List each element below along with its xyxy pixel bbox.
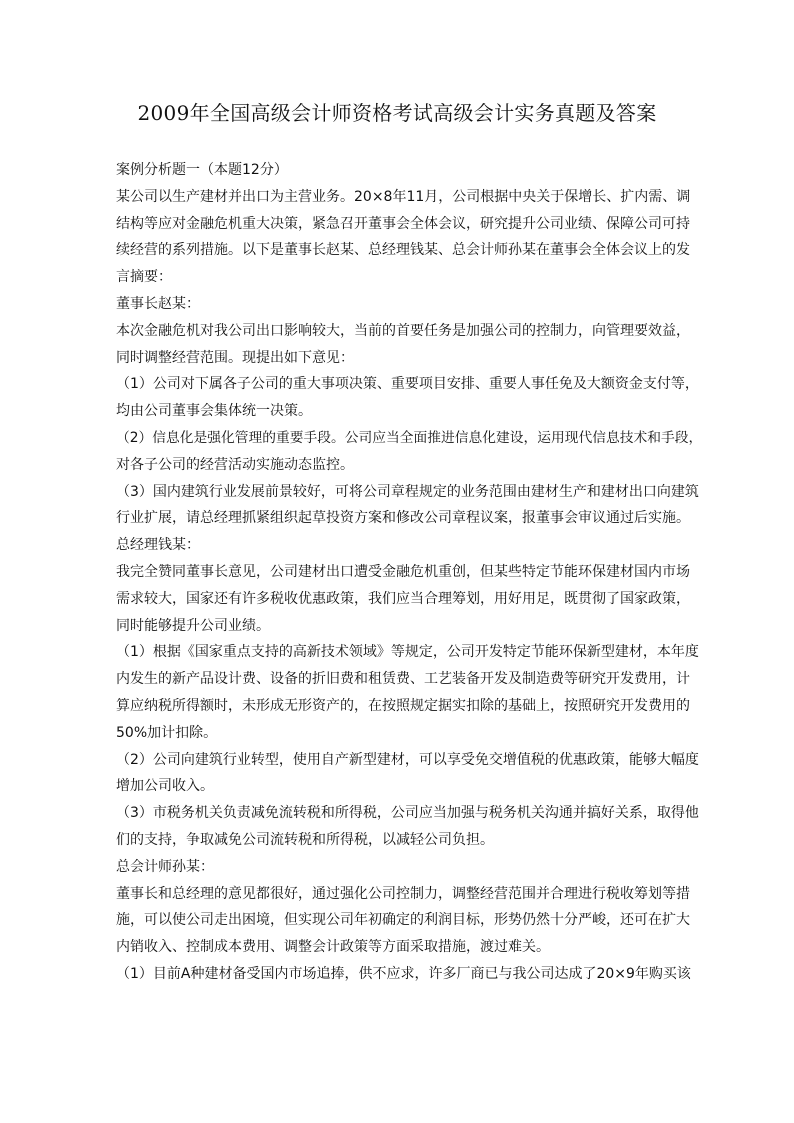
text-line: 需求较大，国家还有许多税收优惠政策，我们应当合理筹划，用好用足，既贯彻了国家政策， xyxy=(116,590,690,607)
text-line: 同时能够提升公司业绩。 xyxy=(116,617,270,634)
text-line: （3）国内建筑行业发展前景较好，可将公司章程规定的业务范围由建材生产和建材出口向建筑 xyxy=(116,483,699,500)
text-line: （1）公司对下属各子公司的重大事项决策、重要项目安排、重要人事任免及大额资金支付等， xyxy=(116,376,699,393)
text-line: 续经营的系列措施。以下是董事长赵某、总经理钱某、总会计师孙某在董事会全体会议上的发 xyxy=(116,242,690,259)
text-line: 董事长赵某： xyxy=(116,295,200,312)
text-line: 我完全赞同董事长意见，公司建材出口遭受金融危机重创，但某些特定节能环保建材国内市场 xyxy=(116,563,690,580)
text-line: 某公司以生产建材并出口为主营业务。20×8年11月，公司根据中央关于保增长、扩内需、调 xyxy=(116,188,691,205)
text-line: 们的支持，争取减免公司流转税和所得税，以减轻公司负担。 xyxy=(116,831,494,848)
text-line: 均由公司董事会集体统一决策。 xyxy=(116,403,312,420)
text-line: 内发生的新产品设计费、设备的折旧费和租赁费、工艺装备开发及制造费等研究开发费用，计 xyxy=(116,671,690,688)
text-line: 董事长和总经理的意见都很好，通过强化公司控制力，调整经营范围并合理进行税收筹划等措 xyxy=(116,885,690,902)
text-line: 结构等应对金融危机重大决策，紧急召开董事会全体会议，研究提升公司业绩、保障公司可持 xyxy=(116,215,690,232)
text-line: （2）公司向建筑行业转型，使用自产新型建材，可以享受免交增值税的优惠政策，能够大幅度 xyxy=(116,751,699,768)
text-line: 施，可以使公司走出困境，但实现公司年初确定的利润目标，形势仍然十分严峻，还可在扩大 xyxy=(116,912,690,929)
text-line: 总经理钱某： xyxy=(116,537,200,554)
text-line: 言摘要： xyxy=(116,269,172,286)
text-line: （3）市税务机关负责减免流转税和所得税，公司应当加强与税务机关沟通并搞好关系，取得他 xyxy=(116,805,699,822)
text-line: （2）信息化是强化管理的重要手段。公司应当全面推进信息化建设，运用现代信息技术和手段， xyxy=(116,429,703,446)
document-body xyxy=(116,157,706,988)
text-line: 增加公司收入。 xyxy=(116,778,214,795)
document-title: 2009年全国高级会计师资格考试高级会计实务真题及答案 xyxy=(137,101,657,125)
text-line: 对各子公司的经营活动实施动态监控。 xyxy=(116,456,354,473)
text-line: 案例分析题一（本题12分） xyxy=(116,162,288,178)
text-line: 算应纳税所得额时，未形成无形资产的，在按照规定据实扣除的基础上，按照研究开发费用的 xyxy=(116,697,690,714)
text-line: （1）根据《国家重点支持的高新技术领域》等规定，公司开发特定节能环保新型建材，本年度 xyxy=(116,644,699,661)
text-line: 内销收入、控制成本费用、调整会计政策等方面采取措施，渡过难关。 xyxy=(116,939,550,956)
text-line: 总会计师孙某： xyxy=(116,858,214,875)
text-line: 行业扩展，请总经理抓紧组织起草投资方案和修改公司章程议案，报董事会审议通过后实施。 xyxy=(116,510,690,527)
text-line: （1）目前A种建材备受国内市场追捧，供不应求，许多厂商已与我公司达成了20×9年购买该 xyxy=(116,965,691,982)
text-line: 本次金融危机对我公司出口影响较大，当前的首要任务是加强公司的控制力，向管理要效益， xyxy=(116,322,690,339)
text-line: 同时调整经营范围。现提出如下意见： xyxy=(116,349,354,366)
text-line: 50%加计扣除。 xyxy=(116,724,218,741)
